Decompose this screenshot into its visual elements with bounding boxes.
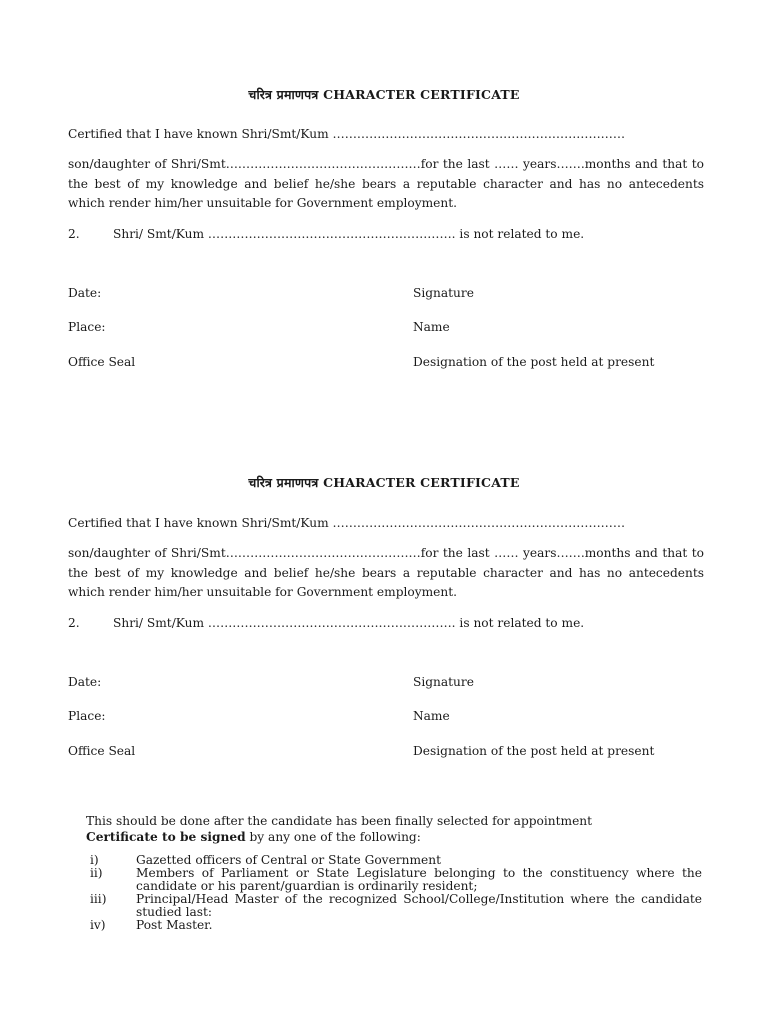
list-item: [86, 893, 702, 919]
parentage-paragraph: son/daughter of Shri/Smt…………………………………………for the last …… years…….months and that to the best of my knowledge and belief he/she bears a reputable character and has no antecedents which render him/her unsuitable for Government employment.: [68, 157, 704, 210]
list-item-number: iii): [90, 892, 107, 906]
not-related-line: Shri/ Smt/Kum ……………………………………………………. is not related to me.: [113, 227, 585, 241]
signer-note-bold: Certificate to be signed: [86, 830, 246, 844]
list-item: [86, 867, 702, 893]
signer-list: [86, 854, 702, 932]
list-item-text: Principal/Head Master of the recognized School/College/Institution where the candidate studied last:: [136, 892, 702, 919]
name-label: Name: [413, 709, 450, 723]
place-label: Place:: [68, 320, 106, 334]
list-item-text: Post Master.: [136, 918, 213, 932]
parentage-paragraph: son/daughter of Shri/Smt…………………………………………for the last …… years…….months and that to the best of my knowledge and belief he/she bears a reputable character and has no antecedents which render him/her unsuitable for Government employment.: [68, 546, 704, 599]
list-item-number: i): [90, 853, 99, 867]
office-seal-label: Office Seal: [68, 355, 136, 369]
signature-label: Signature: [413, 675, 474, 689]
item-number: 2.: [68, 616, 80, 630]
signature-label: Signature: [413, 286, 474, 300]
list-item: [86, 919, 702, 932]
list-item-text: Gazetted officers of Central or State Government: [136, 853, 441, 867]
list-item-number: ii): [90, 866, 103, 880]
name-label: Name: [413, 320, 450, 334]
signer-note: [86, 830, 421, 844]
selection-note: This should be done after the candidate has been finally selected for appointment: [86, 814, 593, 828]
date-label: Date:: [68, 675, 102, 689]
list-item-text: Members of Parliament or State Legislature belonging to the constituency where the candidate or his parent/guardian is ordinarily resident;: [136, 866, 702, 893]
not-related-line: Shri/ Smt/Kum ……………………………………………………. is not related to me.: [113, 616, 585, 630]
date-label: Date:: [68, 286, 102, 300]
item-number: 2.: [68, 227, 80, 241]
certificate-title: चरित्र प्रमाणपत्र CHARACTER CERTIFICATE: [248, 87, 520, 102]
office-seal-label: Office Seal: [68, 744, 136, 758]
designation-label: Designation of the post held at present: [413, 744, 655, 758]
known-person-line: Certified that I have known Shri/Smt/Kum ………………………………………………………………: [68, 516, 626, 530]
place-label: Place:: [68, 709, 106, 723]
certificate-title: चरित्र प्रमाणपत्र CHARACTER CERTIFICATE: [248, 475, 520, 490]
designation-label: Designation of the post held at present: [413, 355, 655, 369]
signer-note-rest: by any one of the following:: [245, 830, 421, 844]
list-item-number: iv): [90, 918, 106, 932]
known-person-line: Certified that I have known Shri/Smt/Kum ………………………………………………………………: [68, 127, 626, 141]
